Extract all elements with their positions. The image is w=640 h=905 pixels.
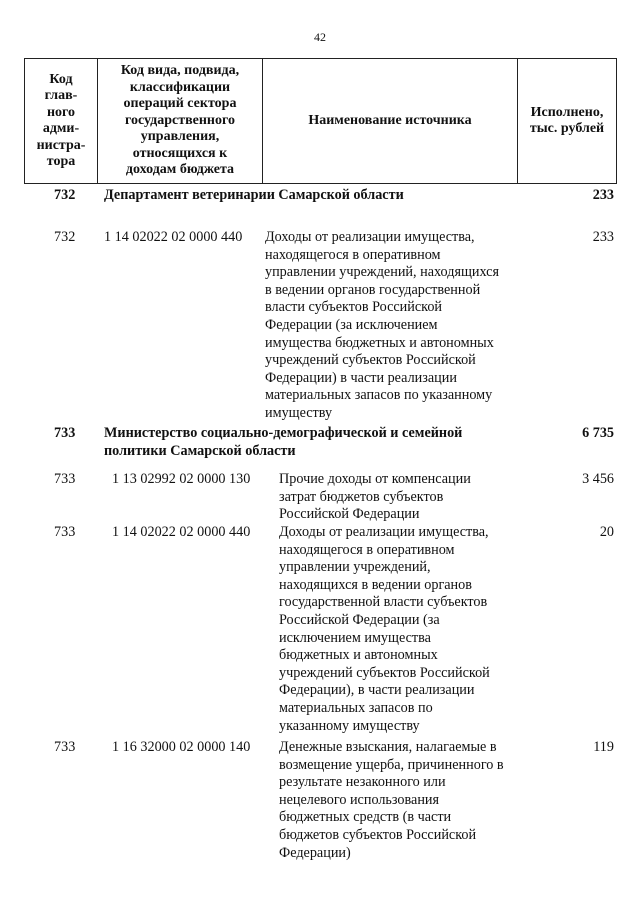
row-amount: 3 456 <box>582 471 614 487</box>
row-source-name: Прочие доходы от компенсации затрат бюджетов субъектов Российской Федерации <box>279 471 471 523</box>
section-admin-code: 732 <box>54 187 76 203</box>
page-number: 42 <box>314 30 326 44</box>
row-admin-code: 733 <box>54 471 76 487</box>
section-title: Департамент ветеринарии Самарской области <box>104 187 404 203</box>
row-kbk: 1 13 02992 02 0000 130 <box>112 471 251 487</box>
row-admin-code: 732 <box>54 229 76 245</box>
row-source-name: Доходы от реализации имущества, находящегося в оперативном управлении учреждений, находящихся в ведении органов государственной власти субъектов Российской Федерации (за исключением имущества бюджетных и автономных учреждений субъектов Российской Федерации) в части реализации материальных запасов по указанному имуществу <box>265 229 499 421</box>
header-bottom-rule <box>24 183 616 184</box>
row-kbk: 1 14 02022 02 0000 440 <box>112 524 251 540</box>
section-total: 6 735 <box>582 425 614 441</box>
header-cell-source-name: Наименование источника <box>308 112 472 128</box>
section-admin-code: 733 <box>54 425 76 441</box>
row-amount: 233 <box>592 229 614 245</box>
header-divider <box>616 58 617 184</box>
row-source-name: Денежные взыскания, налагаемые в возмещение ущерба, причиненного в результате незаконного или нецелевого использования бюджетных средств (в части бюджетов субъектов Российской Федерации) <box>279 739 504 861</box>
row-amount: 20 <box>599 524 614 540</box>
row-admin-code: 733 <box>54 739 76 755</box>
header-cell-executed: Исполнено, тыс. рублей <box>529 104 605 136</box>
row-admin-code: 733 <box>54 524 76 540</box>
section-title: Министерство социально-демографической и семейной политики Самарской области <box>104 425 463 459</box>
row-amount: 119 <box>593 739 614 755</box>
row-kbk: 1 14 02022 02 0000 440 <box>104 229 243 245</box>
section-total: 233 <box>592 187 614 203</box>
row-source-name: Доходы от реализации имущества, находящегося в оперативном управлении учреждений, находящихся в ведении органов государственной власти субъектов Российской Федерации (за исключением имущества бюджетных и автономных учреждений субъектов Российской Федерации), в части реализации материальных запасов по указанному имуществу <box>279 524 490 734</box>
row-kbk: 1 16 32000 02 0000 140 <box>112 739 251 755</box>
header-cell-kbk: Код вида, подвида, классификации операций сектора государственного управления, относящихся к доходам бюджета <box>120 63 240 178</box>
header-cell-admin-code: Код глав- ного адми- нистра- тора <box>36 71 86 169</box>
